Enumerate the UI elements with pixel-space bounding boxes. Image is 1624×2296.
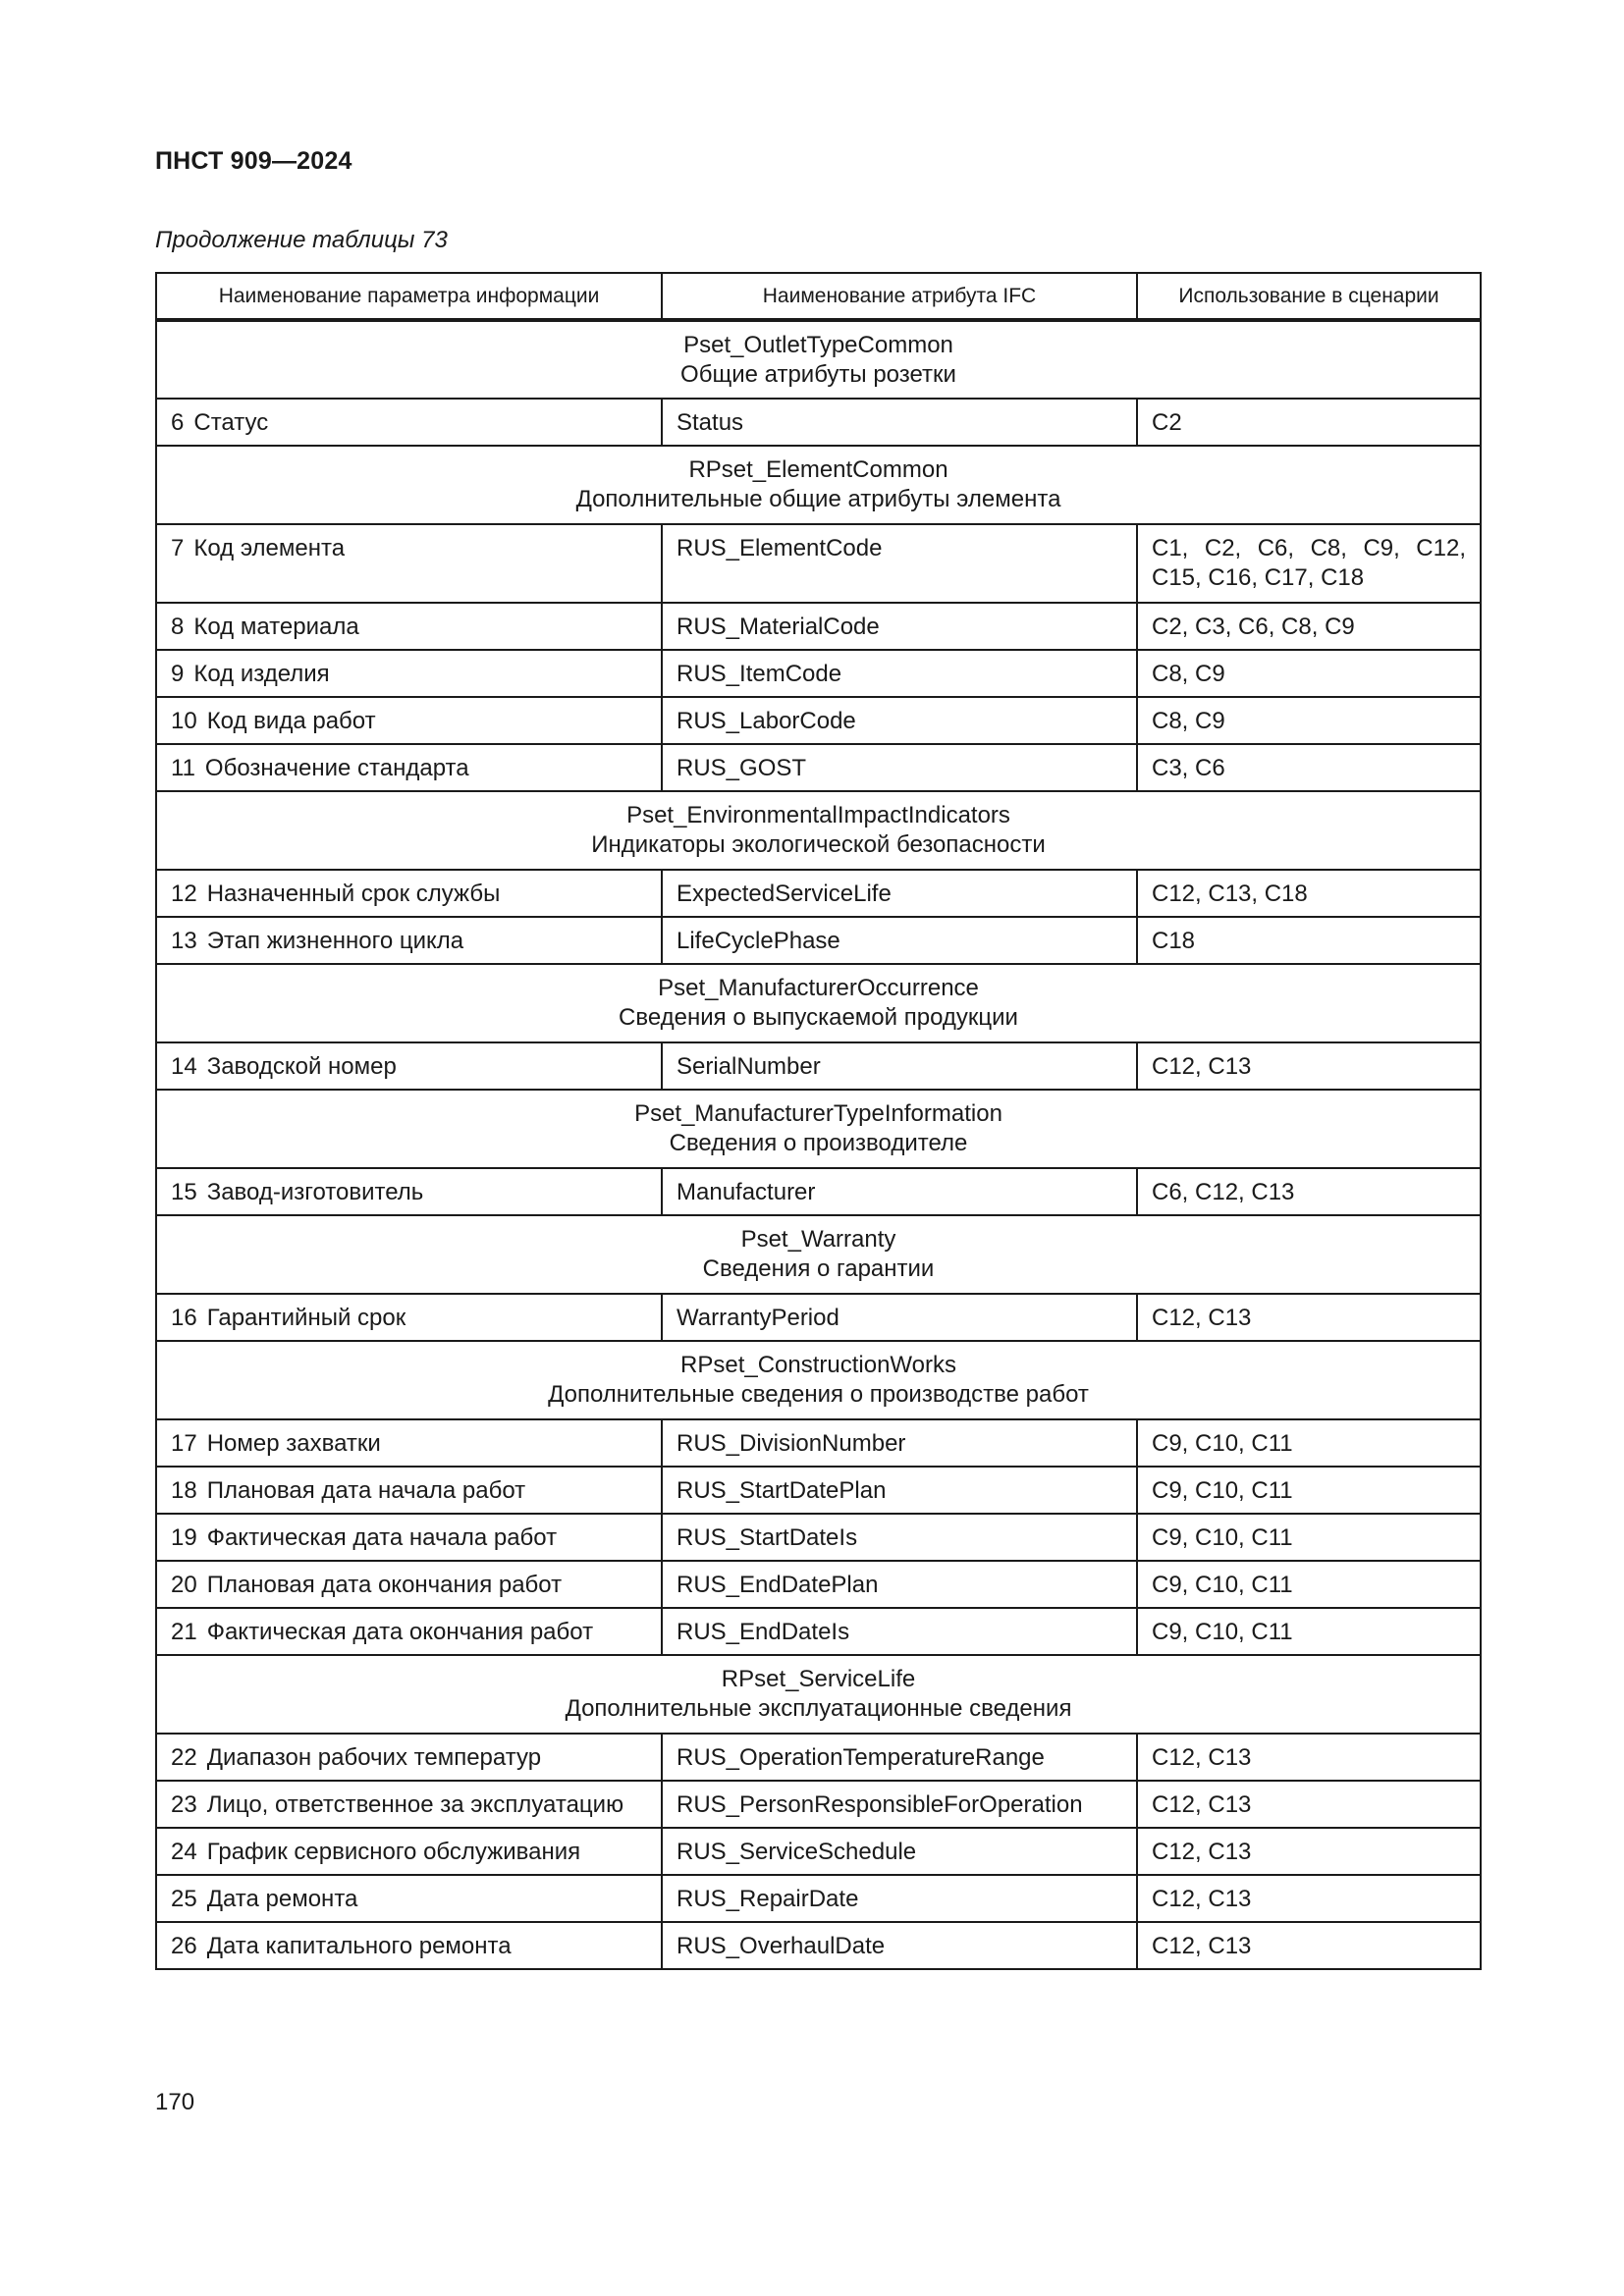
row-number: 18 xyxy=(171,1477,197,1504)
parameter-name-cell xyxy=(156,1781,662,1828)
scenario-usage-cell: C9, C10, C11 xyxy=(1137,1608,1481,1655)
row-number: 16 xyxy=(171,1305,197,1331)
row-number: 15 xyxy=(171,1179,197,1205)
parameter-name-cell xyxy=(156,1608,662,1655)
parameter-name-cell xyxy=(156,1734,662,1781)
row-number: 26 xyxy=(171,1933,197,1959)
property-set-subtitle: Общие атрибуты розетки xyxy=(680,360,956,388)
row-number: 14 xyxy=(171,1053,197,1080)
scenario-usage-cell: C6, C12, C13 xyxy=(1137,1168,1481,1215)
table-row xyxy=(156,1781,1481,1828)
scenario-usage-cell: C1, C2, C6, C8, C9, C12, C15, C16, C17, C18 xyxy=(1137,524,1481,603)
parameter-name: Плановая дата начала работ xyxy=(206,1477,526,1504)
parameter-name: Код изделия xyxy=(193,661,330,687)
parameter-name: Этап жизненного цикла xyxy=(206,928,464,954)
row-number: 23 xyxy=(171,1791,197,1818)
ifc-attribute-cell: WarrantyPeriod xyxy=(662,1294,1137,1341)
table-row xyxy=(156,1875,1481,1922)
scenario-usage-cell: C3, C6 xyxy=(1137,744,1481,791)
parameter-name: Номер захватки xyxy=(206,1430,381,1457)
scenario-usage-cell: C2 xyxy=(1137,399,1481,446)
property-set-subtitle: Дополнительные эксплуатационные сведения xyxy=(565,1695,1072,1722)
parameter-name-cell xyxy=(156,917,662,964)
property-set-row xyxy=(156,446,1481,524)
table-row xyxy=(156,1734,1481,1781)
scenario-usage-cell: C9, C10, C11 xyxy=(1137,1467,1481,1514)
property-set-title: RPset_ConstructionWorks xyxy=(680,1352,956,1378)
parameter-name-cell xyxy=(156,744,662,791)
property-set-cell xyxy=(156,964,1481,1042)
row-number: 6 xyxy=(171,409,185,436)
ifc-attribute-cell: RUS_ElementCode xyxy=(662,524,1137,603)
table-row xyxy=(156,1042,1481,1090)
parameter-name-cell xyxy=(156,1922,662,1969)
parameter-name-cell xyxy=(156,1467,662,1514)
row-number: 21 xyxy=(171,1619,197,1645)
table-row xyxy=(156,697,1481,744)
table-row xyxy=(156,1922,1481,1969)
table-row xyxy=(156,917,1481,964)
ifc-attribute-cell: ExpectedServiceLife xyxy=(662,870,1137,917)
property-set-subtitle: Сведения о производителе xyxy=(669,1130,968,1156)
parameter-name: Фактическая дата окончания работ xyxy=(206,1619,594,1645)
parameter-name-cell xyxy=(156,697,662,744)
table-row xyxy=(156,603,1481,650)
scenario-usage-cell: C12, C13 xyxy=(1137,1734,1481,1781)
property-set-row xyxy=(156,320,1481,399)
parameter-name-cell xyxy=(156,1828,662,1875)
table-row xyxy=(156,1419,1481,1467)
table-row xyxy=(156,1608,1481,1655)
parameter-name-cell xyxy=(156,399,662,446)
scenario-usage-cell: C12, C13, C18 xyxy=(1137,870,1481,917)
parameter-name: Дата капитального ремонта xyxy=(206,1933,512,1959)
parameter-name-cell xyxy=(156,1168,662,1215)
table-body xyxy=(156,320,1481,1969)
ifc-attribute-cell: RUS_EndDatePlan xyxy=(662,1561,1137,1608)
scenario-usage-cell: C12, C13 xyxy=(1137,1875,1481,1922)
property-set-row xyxy=(156,1655,1481,1734)
parameter-name: Код элемента xyxy=(193,535,346,561)
ifc-attribute-cell: RUS_StartDateIs xyxy=(662,1514,1137,1561)
table-row xyxy=(156,1294,1481,1341)
parameter-name: Гарантийный срок xyxy=(206,1305,406,1331)
property-set-title: Pset_ManufacturerTypeInformation xyxy=(634,1100,1002,1127)
scenario-usage-cell: C2, C3, C6, C8, C9 xyxy=(1137,603,1481,650)
ifc-attribute-cell: RUS_MaterialCode xyxy=(662,603,1137,650)
parameter-name-cell xyxy=(156,1042,662,1090)
table-caption: Продолжение таблицы 73 xyxy=(155,227,448,253)
parameter-name: Обозначение стандарта xyxy=(204,755,469,781)
table-row xyxy=(156,399,1481,446)
row-number: 8 xyxy=(171,614,185,640)
parameter-name-cell xyxy=(156,1419,662,1467)
column-header-parameter: Наименование параметра информации xyxy=(156,273,662,320)
row-number: 20 xyxy=(171,1572,197,1598)
ifc-attribute-cell: RUS_StartDatePlan xyxy=(662,1467,1137,1514)
ifc-attribute-cell: Status xyxy=(662,399,1137,446)
row-number: 24 xyxy=(171,1839,197,1865)
ifc-attribute-cell: RUS_DivisionNumber xyxy=(662,1419,1137,1467)
table-row xyxy=(156,1467,1481,1514)
parameter-name: Диапазон рабочих температур xyxy=(206,1744,542,1771)
table-row xyxy=(156,524,1481,603)
property-set-subtitle: Дополнительные общие атрибуты элемента xyxy=(575,486,1061,512)
scenario-usage-cell: C12, C13 xyxy=(1137,1042,1481,1090)
column-header-usage: Использование в сценарии xyxy=(1137,273,1481,320)
property-set-row xyxy=(156,1215,1481,1294)
parameter-name-cell xyxy=(156,650,662,697)
parameter-name-cell xyxy=(156,870,662,917)
table-row xyxy=(156,1561,1481,1608)
scenario-usage-cell: C8, C9 xyxy=(1137,697,1481,744)
scenario-usage-cell: C12, C13 xyxy=(1137,1922,1481,1969)
parameter-name: Фактическая дата начала работ xyxy=(206,1524,558,1551)
row-number: 9 xyxy=(171,661,185,687)
property-set-row xyxy=(156,964,1481,1042)
parameter-name: Заводской номер xyxy=(206,1053,397,1080)
table-row xyxy=(156,744,1481,791)
parameter-name: Плановая дата окончания работ xyxy=(206,1572,563,1598)
parameters-table xyxy=(155,272,1482,1970)
ifc-attribute-cell: LifeCyclePhase xyxy=(662,917,1137,964)
parameter-name: Код материала xyxy=(193,614,359,640)
property-set-cell xyxy=(156,1655,1481,1734)
property-set-subtitle: Индикаторы экологической безопасности xyxy=(591,831,1046,858)
ifc-attribute-cell: RUS_ServiceSchedule xyxy=(662,1828,1137,1875)
ifc-attribute-cell: RUS_EndDateIs xyxy=(662,1608,1137,1655)
parameter-name-cell xyxy=(156,603,662,650)
property-set-subtitle: Сведения о гарантии xyxy=(702,1255,935,1282)
document-designation: ПНСТ 909—2024 xyxy=(155,147,352,175)
scenario-usage-cell: C9, C10, C11 xyxy=(1137,1514,1481,1561)
ifc-attribute-cell: RUS_OverhaulDate xyxy=(662,1922,1137,1969)
column-header-ifc-attribute: Наименование атрибута IFC xyxy=(662,273,1137,320)
parameter-name-cell xyxy=(156,1294,662,1341)
ifc-attribute-cell: RUS_ItemCode xyxy=(662,650,1137,697)
property-set-subtitle: Сведения о выпускаемой продукции xyxy=(619,1004,1018,1031)
table-row xyxy=(156,1514,1481,1561)
row-number: 12 xyxy=(171,881,197,907)
property-set-cell xyxy=(156,1215,1481,1294)
page-number: 170 xyxy=(155,2089,195,2115)
parameter-name: Код вида работ xyxy=(206,708,376,734)
ifc-attribute-cell: SerialNumber xyxy=(662,1042,1137,1090)
row-number: 22 xyxy=(171,1744,197,1771)
row-number: 19 xyxy=(171,1524,197,1551)
parameter-name: Статус xyxy=(193,409,269,436)
property-set-title: Pset_EnvironmentalImpactIndicators xyxy=(626,802,1010,828)
ifc-attribute-cell: Manufacturer xyxy=(662,1168,1137,1215)
row-number: 7 xyxy=(171,535,185,561)
row-number: 11 xyxy=(171,755,195,781)
property-set-row xyxy=(156,1090,1481,1168)
property-set-title: RPset_ServiceLife xyxy=(721,1666,916,1692)
row-number: 25 xyxy=(171,1886,197,1912)
row-number: 10 xyxy=(171,708,197,734)
table-header-row xyxy=(156,273,1481,320)
parameter-name: Лицо, ответственное за эксплуатацию xyxy=(206,1791,624,1818)
scenario-usage-cell: C12, C13 xyxy=(1137,1828,1481,1875)
scenario-usage-cell: C12, C13 xyxy=(1137,1294,1481,1341)
parameter-name-cell xyxy=(156,1561,662,1608)
parameter-name: Назначенный срок службы xyxy=(206,881,501,907)
property-set-cell xyxy=(156,1341,1481,1419)
ifc-attribute-cell: RUS_RepairDate xyxy=(662,1875,1137,1922)
table-row xyxy=(156,1828,1481,1875)
property-set-subtitle: Дополнительные сведения о производстве работ xyxy=(548,1381,1089,1408)
scenario-usage-cell: C9, C10, C11 xyxy=(1137,1561,1481,1608)
table-row xyxy=(156,1168,1481,1215)
table-row xyxy=(156,870,1481,917)
row-number: 13 xyxy=(171,928,197,954)
parameter-name-cell xyxy=(156,1875,662,1922)
ifc-attribute-cell: RUS_OperationTemperatureRange xyxy=(662,1734,1137,1781)
parameter-name-cell xyxy=(156,524,662,603)
property-set-title: Pset_OutletTypeCommon xyxy=(683,331,953,358)
parameter-name: Завод-изготовитель xyxy=(206,1179,424,1205)
property-set-cell xyxy=(156,1090,1481,1168)
property-set-row xyxy=(156,1341,1481,1419)
ifc-attribute-cell: RUS_LaborCode xyxy=(662,697,1137,744)
property-set-title: Pset_Warranty xyxy=(740,1226,896,1253)
ifc-attribute-cell: RUS_GOST xyxy=(662,744,1137,791)
property-set-title: RPset_ElementCommon xyxy=(688,456,948,483)
scenario-usage-cell: C12, C13 xyxy=(1137,1781,1481,1828)
parameter-name: График сервисного обслуживания xyxy=(206,1839,581,1865)
property-set-cell xyxy=(156,791,1481,870)
scenario-usage-cell: C8, C9 xyxy=(1137,650,1481,697)
property-set-cell xyxy=(156,446,1481,524)
property-set-cell xyxy=(156,320,1481,399)
row-number: 17 xyxy=(171,1430,197,1457)
parameter-name: Дата ремонта xyxy=(206,1886,358,1912)
property-set-title: Pset_ManufacturerOccurrence xyxy=(658,975,979,1001)
ifc-attribute-cell: RUS_PersonResponsibleForOperation xyxy=(662,1781,1137,1828)
scenario-usage-cell: C9, C10, C11 xyxy=(1137,1419,1481,1467)
parameter-name-cell xyxy=(156,1514,662,1561)
property-set-row xyxy=(156,791,1481,870)
table-row xyxy=(156,650,1481,697)
scenario-usage-cell: C18 xyxy=(1137,917,1481,964)
